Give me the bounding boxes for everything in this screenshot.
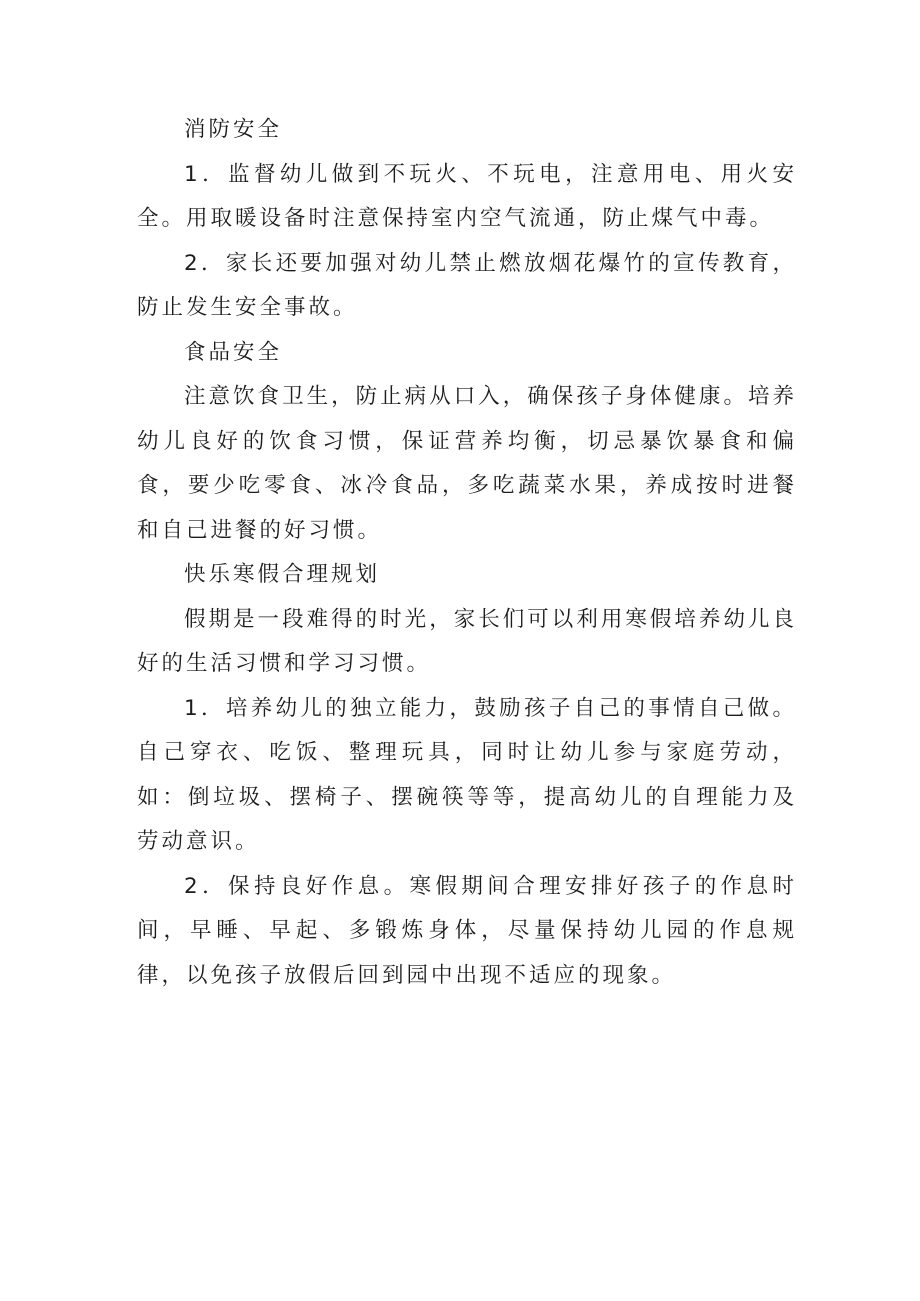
paragraph: 1．监督幼儿做到不玩火、不玩电，注意用电、用火安全。用取暖设备时注意保持室内空气流通，防止煤气中毒。 <box>137 161 797 231</box>
section-heading-winter-break-plan: 快乐寒假合理规划 <box>184 562 381 587</box>
paragraph: 假期是一段难得的时光，家长们可以利用寒假培养幼儿良好的生活习惯和学习习惯。 <box>137 606 797 676</box>
paragraph: 注意饮食卫生，防止病从口入，确保孩子身体健康。培养幼儿良好的饮食习惯，保证营养均衡，切忌暴饮暴食和偏食，要少吃零食、冰冷食品，多吃蔬菜水果，养成按时进餐和自己进餐的好习惯。 <box>137 384 797 543</box>
section-heading-fire-safety: 消防安全 <box>184 117 283 142</box>
document-body <box>137 108 797 998</box>
paragraph: 2．保持良好作息。寒假期间合理安排好孩子的作息时间，早睡、早起、多锻炼身体，尽量保持幼儿园的作息规律，以免孩子放假后回到园中出现不适应的现象。 <box>137 873 797 988</box>
section-heading-food-safety: 食品安全 <box>184 339 283 365</box>
paragraph: 1．培养幼儿的独立能力，鼓励孩子自己的事情自己做。自己穿衣、吃饭、整理玩具，同时让幼儿参与家庭劳动，如：倒垃圾、摆椅子、摆碗筷等等，提高幼儿的自理能力及劳动意识。 <box>137 695 797 854</box>
paragraph: 2．家长还要加强对幼儿禁止燃放烟花爆竹的宣传教育，防止发生安全事故。 <box>137 250 797 320</box>
